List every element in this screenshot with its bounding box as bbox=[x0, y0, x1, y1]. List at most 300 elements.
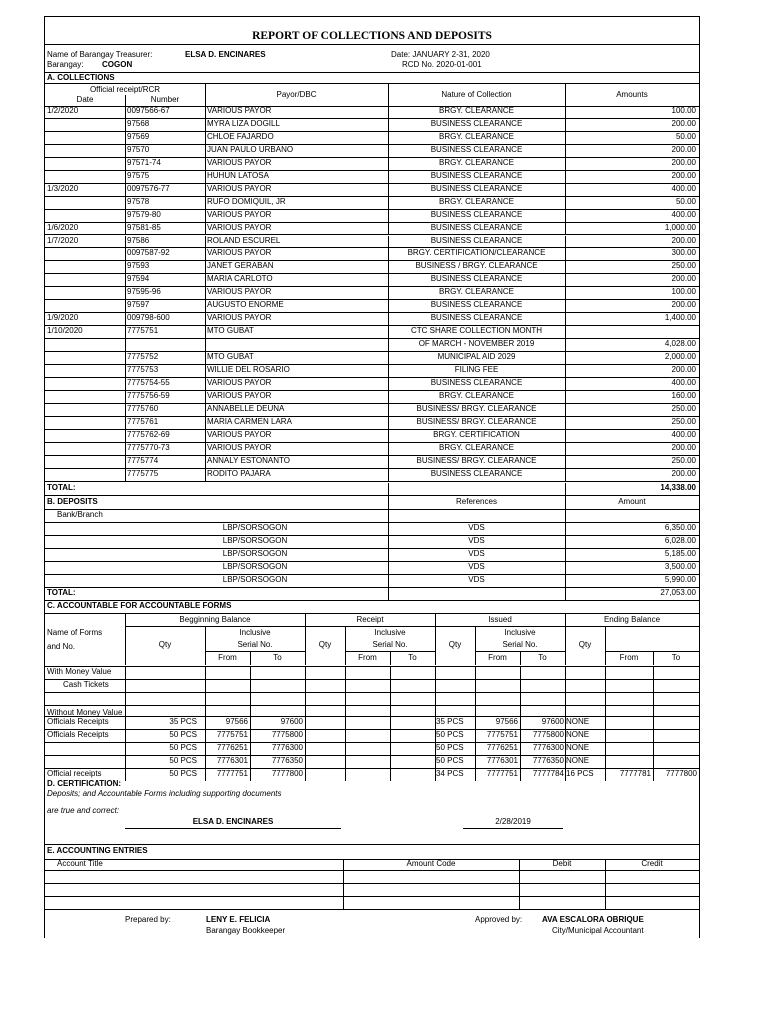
collection-payor: VARIOUS PAYOR bbox=[207, 222, 272, 232]
collection-number: 7775760 bbox=[127, 403, 159, 413]
collection-row bbox=[45, 352, 699, 365]
barangay-label: Barangay: bbox=[47, 60, 84, 69]
collection-payor: MARIA CARMEN LARA bbox=[207, 416, 292, 426]
ending-qty: 16 PCS bbox=[566, 769, 594, 778]
collection-amount: 200.00 bbox=[671, 235, 696, 245]
accountable-form-row bbox=[45, 729, 699, 742]
collection-number: 7775775 bbox=[127, 468, 159, 478]
collection-amount: 2,000.00 bbox=[664, 352, 696, 362]
issued-to: 7776350 bbox=[532, 756, 564, 765]
collection-nature: BRGY. CLEARANCE bbox=[439, 442, 514, 452]
ending-from bbox=[605, 743, 651, 755]
collection-row bbox=[45, 106, 699, 119]
collection-row bbox=[45, 145, 699, 158]
collections-total-label: TOTAL: bbox=[47, 483, 76, 492]
collection-payor: VARIOUS PAYOR bbox=[207, 313, 272, 323]
collection-row bbox=[45, 287, 699, 300]
deposit-row bbox=[45, 536, 699, 549]
begin-to: 7776300 bbox=[271, 743, 303, 752]
begin-from: 7777751 bbox=[216, 769, 248, 778]
collection-number: 7775751 bbox=[127, 326, 159, 336]
references-header: References bbox=[456, 497, 497, 506]
collection-nature: BRGY. CERTIFICATION/CLEARANCE bbox=[407, 248, 546, 258]
issued-to: 7776300 bbox=[532, 743, 564, 752]
collection-amount: 100.00 bbox=[671, 287, 696, 297]
with-money-label: With Money Value bbox=[47, 667, 112, 676]
collection-nature: OF MARCH - NOVEMBER 2019 bbox=[418, 339, 535, 349]
deposit-row bbox=[45, 549, 699, 562]
collection-number: 97581-85 bbox=[127, 222, 161, 232]
collection-amount: 160.00 bbox=[671, 390, 696, 400]
collection-nature: BUSINESS/ BRGY. CLEARANCE bbox=[416, 403, 537, 413]
issued-qty: 34 PCS bbox=[436, 769, 464, 778]
issued-from: 7776251 bbox=[486, 743, 518, 752]
collection-amount: 4,028.00 bbox=[664, 339, 696, 349]
deposit-amount-header: Amount bbox=[618, 497, 646, 506]
accountable-section-label: C. ACCOUNTABLE FOR ACCOUNTABLE FORMS bbox=[47, 601, 232, 610]
collection-row bbox=[45, 261, 699, 274]
collection-payor: MTO GUBAT bbox=[207, 352, 254, 362]
issued-to: 97600 bbox=[541, 717, 564, 726]
header-line-2 bbox=[45, 60, 699, 72]
collection-row bbox=[45, 391, 699, 404]
collection-amount: 400.00 bbox=[671, 209, 696, 219]
collection-date: 1/3/2020 bbox=[47, 183, 79, 193]
collection-date: 1/2/2020 bbox=[47, 106, 79, 115]
collection-payor: ANNALY ESTONANTO bbox=[207, 455, 290, 465]
report-date: Date: JANUARY 2-31, 2020 bbox=[391, 50, 490, 59]
date-header: Date bbox=[76, 95, 94, 104]
deposit-row bbox=[45, 562, 699, 575]
name-of-forms-label: Name of Forms bbox=[47, 628, 103, 637]
collection-nature: BUSINESS CLEARANCE bbox=[430, 313, 523, 323]
credit-header: Credit bbox=[641, 859, 663, 868]
collection-payor: AUGUSTO ENORME bbox=[207, 300, 284, 310]
date-line bbox=[463, 828, 563, 829]
ending-qty: NONE bbox=[566, 717, 590, 726]
collection-row bbox=[45, 274, 699, 287]
collection-number: 0097587-92 bbox=[127, 248, 170, 258]
deposits-section-label: B. DEPOSITS bbox=[47, 497, 98, 506]
without-money-label: Without Money Value bbox=[47, 708, 123, 717]
collection-amount: 300.00 bbox=[671, 248, 696, 258]
deposit-bank: LBP/SORSOGON bbox=[222, 549, 288, 558]
begin-qty: 50 PCS bbox=[169, 743, 197, 752]
ending-qty: NONE bbox=[566, 756, 590, 765]
collection-amount: 100.00 bbox=[671, 106, 696, 115]
collection-amount: 400.00 bbox=[671, 429, 696, 439]
collection-nature: BUSINESS CLEARANCE bbox=[430, 183, 523, 193]
form-name: Official receipts bbox=[47, 769, 102, 778]
begin-from: 7776251 bbox=[216, 743, 248, 752]
collection-amount: 250.00 bbox=[671, 455, 696, 465]
collection-payor: VARIOUS PAYOR bbox=[207, 248, 272, 258]
begin-from: 7775751 bbox=[216, 730, 248, 739]
collection-row bbox=[45, 430, 699, 443]
begin-from-label: From bbox=[218, 653, 237, 662]
barangay-name: COGON bbox=[102, 60, 133, 69]
collection-amount: 200.00 bbox=[671, 468, 696, 478]
collection-amount: 50.00 bbox=[675, 131, 696, 141]
accountable-section-row bbox=[45, 601, 699, 614]
deposit-bank: LBP/SORSOGON bbox=[222, 562, 288, 571]
collection-number: 97593 bbox=[127, 261, 150, 271]
collection-amount: 400.00 bbox=[671, 183, 696, 193]
account-title-header: Account Title bbox=[57, 859, 103, 868]
collection-amount: 1,400.00 bbox=[664, 313, 696, 323]
collection-number: 97586 bbox=[127, 235, 150, 245]
prepared-name: LENY E. FELICIA bbox=[206, 915, 271, 924]
collection-row bbox=[45, 158, 699, 171]
collection-amount: 250.00 bbox=[671, 403, 696, 413]
collections-section-label: A. COLLECTIONS bbox=[47, 73, 115, 82]
collection-date: 1/9/2020 bbox=[47, 313, 79, 323]
collection-number: 97568 bbox=[127, 118, 150, 128]
collection-number: 7775752 bbox=[127, 352, 159, 362]
collection-amount: 200.00 bbox=[671, 365, 696, 374]
begin-from: 7776301 bbox=[216, 756, 248, 765]
collection-amount: 200.00 bbox=[671, 274, 696, 284]
begin-to: 97600 bbox=[280, 717, 303, 726]
collection-nature: BRGY. CLEARANCE bbox=[439, 131, 514, 141]
collection-amount: 200.00 bbox=[671, 170, 696, 180]
issued-to: 7777784 bbox=[532, 769, 564, 778]
collection-number: 7775753 bbox=[127, 365, 159, 374]
collection-amount: 200.00 bbox=[671, 144, 696, 154]
collection-payor: JANET GERABAN bbox=[207, 261, 274, 271]
begin-to-label: To bbox=[273, 653, 282, 662]
collection-payor: VARIOUS PAYOR bbox=[207, 442, 272, 452]
deposit-amount: 6,350.00 bbox=[664, 523, 696, 532]
begin-qty-label: Qty bbox=[158, 640, 172, 649]
accountable-form-row bbox=[45, 716, 699, 729]
accountable-form-row bbox=[45, 755, 699, 768]
collection-number: 97575 bbox=[127, 170, 150, 180]
collection-payor: VARIOUS PAYOR bbox=[207, 377, 272, 387]
collection-row bbox=[45, 417, 699, 430]
collection-amount: 250.00 bbox=[671, 261, 696, 271]
collection-nature: MUNICIPAL AID 2029 bbox=[437, 352, 516, 362]
collection-nature: BRGY. CLEARANCE bbox=[439, 287, 514, 297]
collections-total-row bbox=[45, 483, 699, 496]
collection-payor: ANNABELLE DEUNA bbox=[207, 403, 285, 413]
collection-row bbox=[45, 469, 699, 482]
collection-nature: BRGY. CLEARANCE bbox=[439, 157, 514, 167]
collection-row bbox=[45, 313, 699, 326]
collection-nature: BUSINESS CLEARANCE bbox=[430, 300, 523, 310]
begin-from: 97566 bbox=[225, 717, 248, 726]
certification-text-1: Deposits; and Accountable Forms including supporting documents bbox=[47, 789, 282, 798]
ending-to: 7777800 bbox=[665, 769, 697, 778]
nature-header: Nature of Collection bbox=[441, 90, 512, 99]
collection-row bbox=[45, 365, 699, 378]
begin-to: 7775800 bbox=[271, 730, 303, 739]
deposit-row bbox=[45, 523, 699, 536]
issued-serial-label: Serial No. bbox=[502, 640, 538, 649]
debit-header: Debit bbox=[552, 859, 572, 868]
collection-nature: CTC SHARE COLLECTION MONTH bbox=[410, 326, 543, 336]
collection-row bbox=[45, 326, 699, 339]
collection-row bbox=[45, 378, 699, 391]
issued-qty: 35 PCS bbox=[436, 717, 464, 726]
issued-to-label: To bbox=[538, 653, 547, 662]
collection-nature: BUSINESS/ BRGY. CLEARANCE bbox=[416, 416, 537, 426]
collection-amount: 200.00 bbox=[671, 157, 696, 167]
certification-date: 2/28/2019 bbox=[495, 817, 531, 826]
collection-row bbox=[45, 119, 699, 132]
collection-payor: VARIOUS PAYOR bbox=[207, 157, 272, 167]
collection-nature: BRGY. CLEARANCE bbox=[439, 390, 514, 400]
collection-amount: 1,000.00 bbox=[664, 222, 696, 232]
collection-row bbox=[45, 223, 699, 236]
collection-payor: HUHUN LATOSA bbox=[207, 170, 269, 180]
report-sheet bbox=[44, 16, 700, 938]
begin-qty: 50 PCS bbox=[169, 730, 197, 739]
collection-nature: BUSINESS CLEARANCE bbox=[430, 222, 523, 232]
issued-to: 7775800 bbox=[532, 730, 564, 739]
collection-nature: BUSINESS CLEARANCE bbox=[430, 235, 523, 245]
amount-code-header: Amount Code bbox=[406, 859, 456, 868]
collection-number: 7775762-69 bbox=[127, 429, 170, 439]
receipt-qty-label: Qty bbox=[318, 640, 332, 649]
deposit-amount: 3,500.00 bbox=[664, 562, 696, 571]
collection-number: 7775761 bbox=[127, 416, 159, 426]
begin-to: 7776350 bbox=[271, 756, 303, 765]
amount-header: Amounts bbox=[616, 90, 648, 99]
deposit-bank: LBP/SORSOGON bbox=[222, 575, 288, 584]
ending-qty-label: Qty bbox=[578, 640, 592, 649]
collection-row bbox=[45, 197, 699, 210]
collection-nature: BRGY. CERTIFICATION bbox=[433, 429, 520, 439]
collection-row bbox=[45, 404, 699, 417]
collection-number: 0097576-77 bbox=[127, 183, 170, 193]
issued-from: 7776301 bbox=[486, 756, 518, 765]
collection-nature: BUSINESS/ BRGY. CLEARANCE bbox=[416, 455, 537, 465]
collection-amount bbox=[565, 326, 696, 338]
collection-payor: WILLIE DEL ROSARIO bbox=[207, 365, 290, 374]
collection-payor: MYRA LIZA DOGILL bbox=[207, 118, 280, 128]
ending-balance-header: Ending Balance bbox=[603, 615, 661, 624]
collection-date: 1/7/2020 bbox=[47, 235, 79, 245]
accountable-header bbox=[45, 614, 699, 665]
collection-nature: BUSINESS CLEARANCE bbox=[430, 170, 523, 180]
approved-label: Approved by: bbox=[475, 915, 523, 924]
collection-amount: 200.00 bbox=[671, 118, 696, 128]
collection-nature: BUSINESS / BRGY. CLEARANCE bbox=[415, 261, 538, 271]
certification-text-2: are true and correct: bbox=[47, 806, 120, 815]
signatory-line bbox=[125, 828, 341, 829]
issued-inclusive-label: Inclusive bbox=[504, 628, 536, 637]
issued-qty-label: Qty bbox=[448, 640, 462, 649]
rcd-number: RCD No. 2020-01-001 bbox=[402, 60, 482, 69]
ending-from: 7777781 bbox=[619, 769, 651, 778]
deposit-reference: VDS bbox=[468, 523, 485, 532]
collection-row bbox=[45, 171, 699, 184]
issued-from: 7777751 bbox=[486, 769, 518, 778]
collection-amount: 250.00 bbox=[671, 416, 696, 426]
accounting-header bbox=[45, 859, 699, 871]
collection-payor: VARIOUS PAYOR bbox=[207, 106, 272, 115]
accounting-row bbox=[45, 897, 699, 910]
collection-number: 7775754-55 bbox=[127, 377, 170, 387]
collection-row bbox=[45, 210, 699, 223]
issued-from: 7775751 bbox=[486, 730, 518, 739]
certification-signature-row bbox=[45, 817, 699, 829]
accounting-section-row bbox=[45, 844, 699, 860]
collection-number: 97597 bbox=[127, 300, 150, 310]
issued-qty: 50 PCS bbox=[436, 730, 464, 739]
collection-number: 97578 bbox=[127, 196, 150, 206]
beginning-balance-header: Begginning Balance bbox=[179, 615, 251, 624]
deposit-reference: VDS bbox=[468, 575, 485, 584]
collection-row bbox=[45, 236, 699, 249]
collection-amount: 200.00 bbox=[671, 442, 696, 452]
deposit-amount: 6,028.00 bbox=[664, 536, 696, 545]
ending-to bbox=[653, 717, 697, 729]
collections-header bbox=[45, 83, 699, 107]
treasurer-label: Name of Barangay Treasurer: bbox=[47, 50, 153, 59]
collection-amount: 200.00 bbox=[671, 300, 696, 310]
deposits-total-row bbox=[45, 588, 699, 601]
collection-number: 97571-74 bbox=[127, 157, 161, 167]
begin-qty: 50 PCS bbox=[169, 769, 197, 778]
collection-number: 97579-80 bbox=[127, 209, 161, 219]
collection-payor: RUFO DOMIQUIL, JR bbox=[207, 196, 286, 206]
deposit-bank: LBP/SORSOGON bbox=[222, 523, 288, 532]
certification-section-row bbox=[45, 779, 699, 789]
collection-nature: BRGY. CLEARANCE bbox=[439, 196, 514, 206]
receipt-inclusive-label: Inclusive bbox=[374, 628, 406, 637]
number-header: Number bbox=[150, 95, 180, 104]
certification-signatory: ELSA D. ENCINARES bbox=[192, 817, 274, 826]
collection-amount: 50.00 bbox=[675, 196, 696, 206]
accounting-row bbox=[45, 884, 699, 897]
deposits-total-label: TOTAL: bbox=[47, 588, 76, 597]
collection-payor: ROLAND ESCUREL bbox=[207, 235, 281, 245]
collection-number: 009798-600 bbox=[127, 313, 170, 323]
begin-qty: 50 PCS bbox=[169, 756, 197, 765]
ending-qty: NONE bbox=[566, 743, 590, 752]
collection-number: 7775774 bbox=[127, 455, 159, 465]
ending-from bbox=[605, 717, 651, 729]
certification-line-2 bbox=[45, 806, 699, 816]
collection-payor: VARIOUS PAYOR bbox=[207, 183, 272, 193]
collection-payor: CHLOE FAJARDO bbox=[207, 131, 274, 141]
deposit-amount: 5,990.00 bbox=[664, 575, 696, 584]
collection-nature: BUSINESS CLEARANCE bbox=[430, 209, 523, 219]
collection-number: 97570 bbox=[127, 144, 150, 154]
deposit-reference: VDS bbox=[468, 549, 485, 558]
collection-payor: VARIOUS PAYOR bbox=[207, 429, 272, 439]
prepared-role: Barangay Bookkeeper bbox=[206, 926, 286, 935]
approved-role: City/Municipal Accountant bbox=[552, 926, 644, 935]
or-header: Official receipt/RCR bbox=[89, 85, 161, 94]
ending-to bbox=[653, 756, 697, 768]
begin-inclusive-label: Inclusive bbox=[239, 628, 271, 637]
collection-nature: BUSINESS CLEARANCE bbox=[430, 118, 523, 128]
collection-row bbox=[45, 248, 699, 261]
collection-row bbox=[45, 443, 699, 456]
collection-number: 7775770-73 bbox=[127, 442, 170, 452]
collection-row bbox=[45, 339, 699, 352]
issued-from-label: From bbox=[488, 653, 507, 662]
collection-number: 97595-96 bbox=[127, 287, 161, 297]
deposits-header bbox=[45, 496, 699, 510]
accounting-row bbox=[45, 871, 699, 884]
ending-from bbox=[605, 730, 651, 742]
issued-qty: 50 PCS bbox=[436, 756, 464, 765]
collection-number: 7775756-59 bbox=[127, 390, 170, 400]
ending-to bbox=[653, 730, 697, 742]
deposit-reference: VDS bbox=[468, 536, 485, 545]
deposit-amount: 5,185.00 bbox=[664, 549, 696, 558]
collection-row bbox=[45, 184, 699, 197]
ending-from bbox=[605, 756, 651, 768]
cash-tickets-label: Cash Tickets bbox=[63, 680, 109, 689]
collection-nature: FILING FEE bbox=[454, 365, 499, 374]
accountable-row bbox=[45, 679, 699, 692]
collection-nature: BUSINESS CLEARANCE bbox=[430, 468, 523, 478]
collection-payor: VARIOUS PAYOR bbox=[207, 209, 272, 219]
accountable-row bbox=[45, 666, 699, 679]
begin-to: 7777800 bbox=[271, 769, 303, 778]
collections-total-amount: 14,338.00 bbox=[660, 483, 696, 492]
collection-nature: BUSINESS CLEARANCE bbox=[430, 377, 523, 387]
collection-number: 97594 bbox=[127, 274, 150, 284]
payor-header: Payor/DBC bbox=[276, 90, 317, 99]
accountable-row bbox=[45, 692, 699, 705]
issued-header: Issued bbox=[488, 615, 512, 624]
issued-from: 97566 bbox=[495, 717, 518, 726]
collection-payor: MTO GUBAT bbox=[207, 326, 254, 336]
collection-date: 1/10/2020 bbox=[47, 326, 83, 336]
prepared-label: Prepared by: bbox=[125, 915, 171, 924]
collection-number: 97569 bbox=[127, 131, 150, 141]
collection-nature: BRGY. CLEARANCE bbox=[439, 106, 514, 115]
collection-row bbox=[45, 132, 699, 145]
receipt-serial-label: Serial No. bbox=[372, 640, 408, 649]
collection-nature: BUSINESS CLEARANCE bbox=[430, 144, 523, 154]
deposit-bank: LBP/SORSOGON bbox=[222, 536, 288, 545]
receipt-header: Receipt bbox=[356, 615, 384, 624]
form-name: Officials Receipts bbox=[47, 717, 109, 726]
certification-section-label: D. CERTIFICATION: bbox=[47, 779, 122, 788]
treasurer-name: ELSA D. ENCINARES bbox=[185, 50, 266, 59]
collection-amount: 400.00 bbox=[671, 377, 696, 387]
bank-header-row bbox=[45, 510, 699, 523]
begin-serial-label: Serial No. bbox=[237, 640, 273, 649]
deposit-row bbox=[45, 575, 699, 588]
form-name: Officials Receipts bbox=[47, 730, 109, 739]
begin-qty: 35 PCS bbox=[169, 717, 197, 726]
ending-qty: NONE bbox=[566, 730, 590, 739]
collection-payor: VARIOUS PAYOR bbox=[207, 287, 272, 297]
approved-name: AVA ESCALORA OBRIQUE bbox=[542, 915, 644, 924]
receipt-to-label: To bbox=[408, 653, 417, 662]
collection-nature: BUSINESS CLEARANCE bbox=[430, 274, 523, 284]
collection-payor: MARIA CARLOTO bbox=[207, 274, 273, 284]
and-no-label: and No. bbox=[47, 642, 76, 651]
accounting-section-label: E. ACCOUNTING ENTRIES bbox=[47, 846, 148, 855]
collection-payor: VARIOUS PAYOR bbox=[207, 390, 272, 400]
collection-date: 1/6/2020 bbox=[47, 222, 79, 232]
report-title: REPORT OF COLLECTIONS AND DEPOSITS bbox=[45, 17, 699, 45]
collection-payor: JUAN PAULO URBANO bbox=[207, 144, 294, 154]
collection-row bbox=[45, 300, 699, 313]
collection-payor: RODITO PAJARA bbox=[207, 468, 271, 478]
receipt-from-label: From bbox=[358, 653, 377, 662]
collection-number: 0097566-67 bbox=[127, 106, 170, 115]
